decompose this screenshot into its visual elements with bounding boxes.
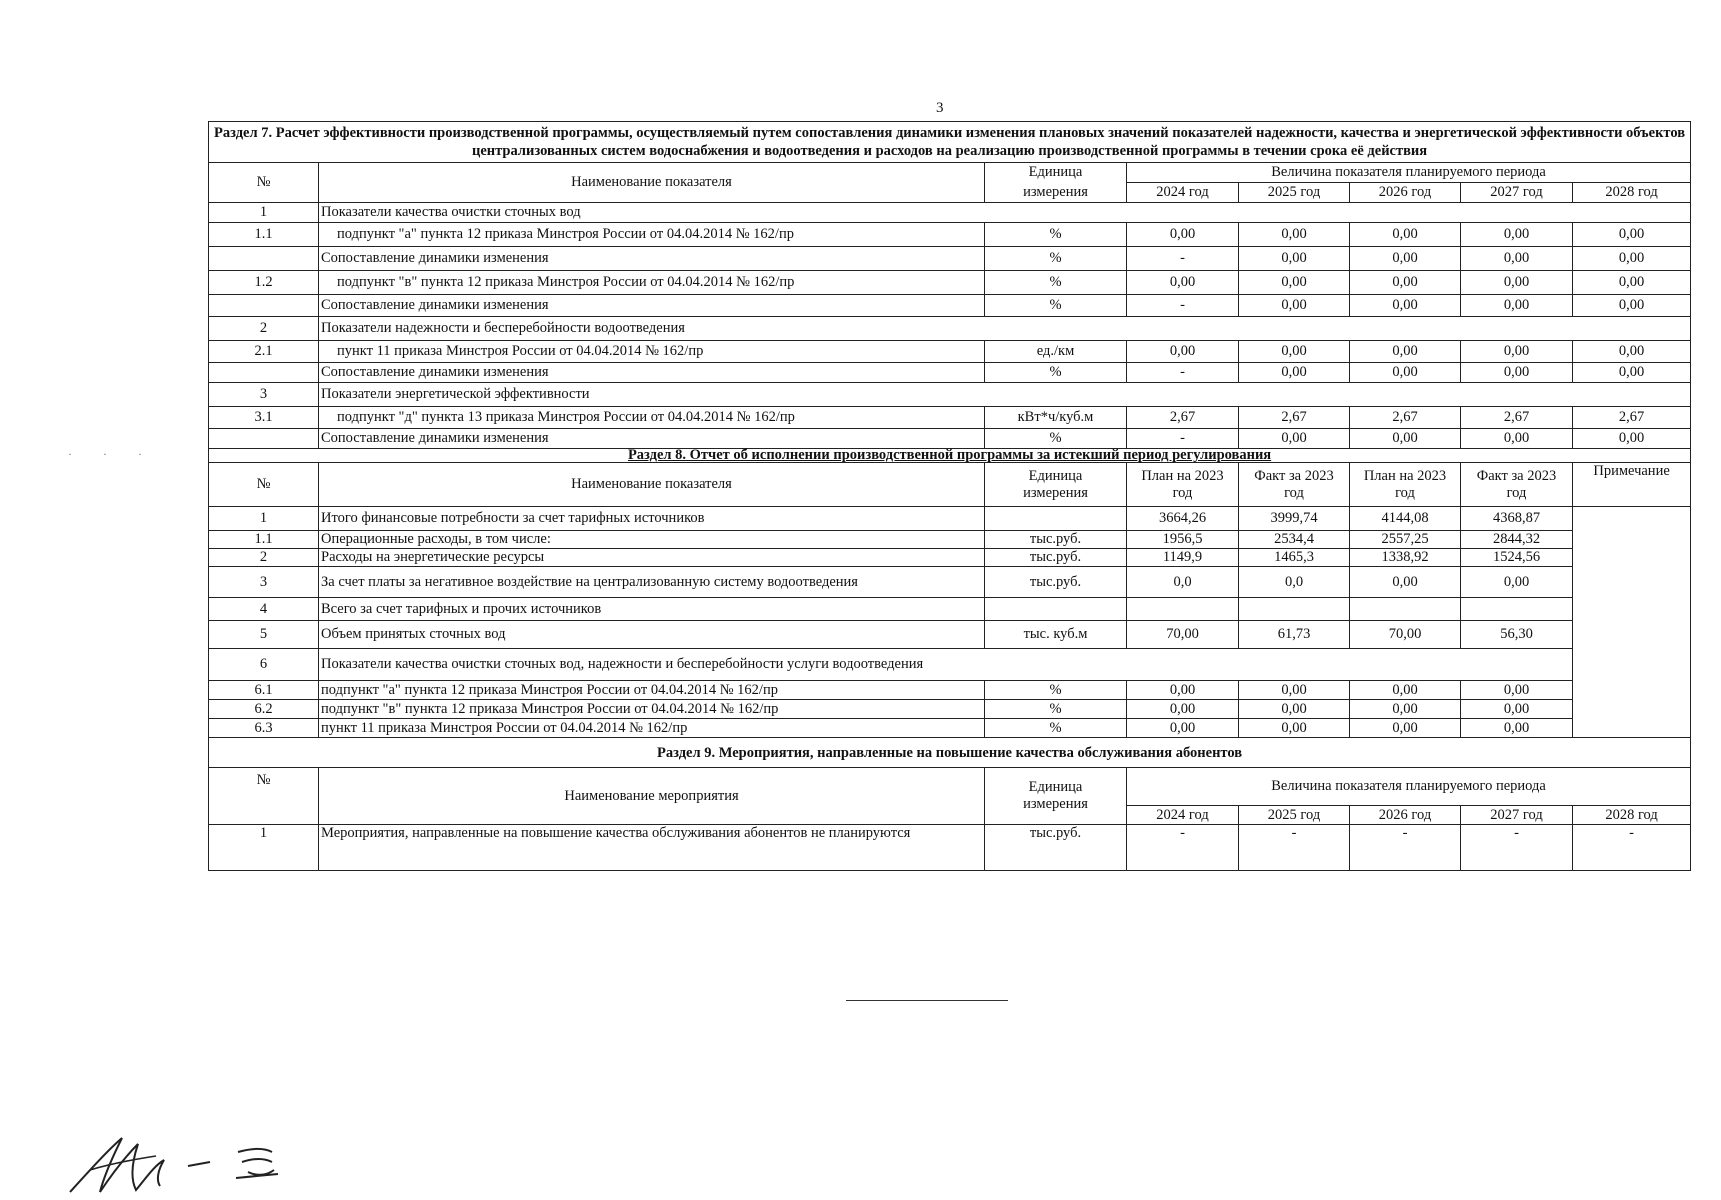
s8-num: 6.2 xyxy=(209,700,319,719)
s7-name: пункт 11 приказа Минстроя России от 04.04.2014 № 162/пр xyxy=(319,341,985,363)
s7-value: 0,00 xyxy=(1350,271,1461,295)
s8-header-fact-2: год xyxy=(1284,484,1304,501)
s7-name: Показатели надежности и бесперебойности водоотведения xyxy=(319,317,1691,341)
s7-value: - xyxy=(1127,247,1239,271)
s7-value: 0,00 xyxy=(1461,363,1573,383)
s8-value: 4368,87 xyxy=(1461,507,1573,531)
s8-value: 70,00 xyxy=(1127,621,1239,649)
s8-value: 0,00 xyxy=(1461,567,1573,598)
s7-num xyxy=(209,363,319,383)
s7-name: Сопоставление динамики изменения xyxy=(319,247,985,271)
s8-value: 0,00 xyxy=(1239,700,1350,719)
s7-header-unit-2: измерения xyxy=(985,183,1127,203)
s7-unit: % xyxy=(985,223,1127,247)
s8-name: подпункт "в" пункта 12 приказа Минстроя России от 04.04.2014 № 162/пр xyxy=(319,700,985,719)
s8-name: За счет платы за негативное воздействие на централизованную систему водоотведения xyxy=(319,567,985,598)
s7-name: Показатели качества очистки сточных вод xyxy=(319,203,1691,223)
s7-unit: % xyxy=(985,271,1127,295)
s7-value: 0,00 xyxy=(1239,363,1350,383)
s7-value: 0,00 xyxy=(1350,429,1461,449)
s8-value: 1956,5 xyxy=(1127,531,1239,549)
s8-row xyxy=(209,700,1691,719)
s8-value xyxy=(1461,598,1573,621)
s7-num: 2 xyxy=(209,317,319,341)
s8-value: 0,0 xyxy=(1127,567,1239,598)
s8-row xyxy=(209,681,1691,700)
s8-value xyxy=(1127,598,1239,621)
s7-num: 1.1 xyxy=(209,223,319,247)
s8-header-name: Наименование показателя xyxy=(319,463,985,507)
s8-value: 61,73 xyxy=(1239,621,1350,649)
s9-unit: тыс.руб. xyxy=(985,825,1127,871)
s9-row xyxy=(209,825,1691,871)
s7-value: 0,00 xyxy=(1350,341,1461,363)
s7-row xyxy=(209,429,1691,449)
s9-header-period: Величина показателя планируемого периода xyxy=(1127,768,1691,806)
s7-row xyxy=(209,341,1691,363)
s7-value: 2,67 xyxy=(1573,407,1691,429)
s8-header-fact-1: Факт за 2023 xyxy=(1254,467,1334,484)
s8-value: 0,00 xyxy=(1239,681,1350,700)
s8-unit: % xyxy=(985,681,1127,700)
s8-value: 0,00 xyxy=(1461,681,1573,700)
s7-num: 1.2 xyxy=(209,271,319,295)
s8-name: подпункт "а" пункта 12 приказа Минстроя России от 04.04.2014 № 162/пр xyxy=(319,681,985,700)
s7-value: 0,00 xyxy=(1127,223,1239,247)
s9-header-year: 2025 год xyxy=(1239,806,1350,825)
s9-num: 1 xyxy=(209,825,319,871)
s7-value: 2,67 xyxy=(1127,407,1239,429)
s8-header-fact-1: Факт за 2023 xyxy=(1476,467,1557,484)
s8-value: 2534,4 xyxy=(1239,531,1350,549)
s8-row xyxy=(209,621,1691,649)
s9-value: - xyxy=(1239,825,1350,871)
s7-header-year: 2026 год xyxy=(1350,183,1461,203)
s9-header-year: 2028 год xyxy=(1573,806,1691,825)
s7-header-unit-1: Единица xyxy=(985,163,1127,183)
s9-header-unit xyxy=(985,768,1127,825)
s9-value: - xyxy=(1461,825,1573,871)
s8-header-unit xyxy=(985,463,1127,507)
s8-num: 6 xyxy=(209,649,319,681)
s7-value: 2,67 xyxy=(1461,407,1573,429)
s8-header-fact xyxy=(1239,463,1350,507)
s7-value: 0,00 xyxy=(1573,247,1691,271)
s7-name: Сопоставление динамики изменения xyxy=(319,295,985,317)
s7-value: 2,67 xyxy=(1239,407,1350,429)
s7-row xyxy=(209,407,1691,429)
s7-value: 0,00 xyxy=(1461,271,1573,295)
s8-name: Объем принятых сточных вод xyxy=(319,621,985,649)
s9-header-year: 2024 год xyxy=(1127,806,1239,825)
s7-value: 0,00 xyxy=(1239,429,1350,449)
s8-value: 1149,9 xyxy=(1127,549,1239,567)
s8-header-fact-2: год xyxy=(1506,484,1527,501)
s7-unit: кВт*ч/куб.м xyxy=(985,407,1127,429)
s9-header-year: 2027 год xyxy=(1461,806,1573,825)
s8-name: Показатели качества очистки сточных вод, надежности и бесперебойности услуги водоотведения xyxy=(319,649,1573,681)
s9-header-num: № xyxy=(209,768,319,825)
s7-value: 0,00 xyxy=(1127,271,1239,295)
page-number: 3 xyxy=(936,100,944,116)
s8-num: 6.1 xyxy=(209,681,319,700)
s7-num xyxy=(209,247,319,271)
s7-unit: % xyxy=(985,429,1127,449)
s7-header-num: № xyxy=(209,163,319,203)
s7-row xyxy=(209,271,1691,295)
s7-value: 0,00 xyxy=(1573,271,1691,295)
s8-num: 1.1 xyxy=(209,531,319,549)
s7-group-row xyxy=(209,203,1691,223)
s8-name: Операционные расходы, в том числе: xyxy=(319,531,985,549)
s7-name: подпункт "в" пункта 12 приказа Минстроя России от 04.04.2014 № 162/пр xyxy=(319,271,985,295)
s7-row xyxy=(209,363,1691,383)
s8-row xyxy=(209,598,1691,621)
s7-value: 0,00 xyxy=(1239,247,1350,271)
s7-row xyxy=(209,295,1691,317)
s8-value: 2557,25 xyxy=(1350,531,1461,549)
s8-row xyxy=(209,507,1691,531)
s8-header-note: Примечание xyxy=(1573,463,1691,507)
report-table xyxy=(208,121,1691,871)
margin-marks: · · · xyxy=(68,447,156,461)
s7-row xyxy=(209,223,1691,247)
s7-unit: % xyxy=(985,295,1127,317)
s8-value xyxy=(1239,598,1350,621)
s8-header-plan xyxy=(1350,463,1461,507)
s8-value: 0,00 xyxy=(1127,681,1239,700)
s7-num: 2.1 xyxy=(209,341,319,363)
s9-value: - xyxy=(1350,825,1461,871)
s9-name: Мероприятия, направленные на повышение качества обслуживания абонентов не планируются xyxy=(319,825,985,871)
s8-header-plan xyxy=(1127,463,1239,507)
s8-value: 3999,74 xyxy=(1239,507,1350,531)
s8-header-fact xyxy=(1461,463,1573,507)
s8-value: 0,00 xyxy=(1350,681,1461,700)
s7-value: 0,00 xyxy=(1573,429,1691,449)
s9-header-unit-2: измерения xyxy=(1023,796,1088,812)
s7-value: 0,00 xyxy=(1461,295,1573,317)
s8-header-plan-1: План на 2023 xyxy=(1363,467,1447,484)
s7-value: 0,00 xyxy=(1239,295,1350,317)
s8-value: 2844,32 xyxy=(1461,531,1573,549)
s8-value: 1465,3 xyxy=(1239,549,1350,567)
s8-value: 1338,92 xyxy=(1350,549,1461,567)
s8-num: 1 xyxy=(209,507,319,531)
s7-value: 0,00 xyxy=(1350,295,1461,317)
s8-unit: тыс.руб. xyxy=(985,531,1127,549)
s8-name: Итого финансовые потребности за счет тарифных источников xyxy=(319,507,985,531)
s8-unit: % xyxy=(985,700,1127,719)
s7-name: подпункт "д" пункта 13 приказа Минстроя России от 04.04.2014 № 162/пр xyxy=(319,407,985,429)
s8-unit xyxy=(985,507,1127,531)
s7-value: 0,00 xyxy=(1127,341,1239,363)
section7-title: Раздел 7. Расчет эффективности производственной программы, осуществляемый путем сопоставления динамики изменения плановых значений показателей надежности, качества и энергетической эффективности объектов централизованных систем водоснабжения и водоотведения и расходов на реализацию производственной программы в течении срока её действия xyxy=(209,122,1691,163)
s8-value xyxy=(1350,598,1461,621)
s7-group-row xyxy=(209,383,1691,407)
s8-value: 70,00 xyxy=(1350,621,1461,649)
s7-name: Сопоставление динамики изменения xyxy=(319,429,985,449)
s8-row xyxy=(209,567,1691,598)
s8-header-plan-1: План на 2023 xyxy=(1141,467,1224,484)
s9-header-name: Наименование мероприятия xyxy=(319,768,985,825)
s8-row xyxy=(209,549,1691,567)
s8-value: 1524,56 xyxy=(1461,549,1573,567)
s7-header-name: Наименование показателя xyxy=(319,163,985,203)
s7-group-row xyxy=(209,317,1691,341)
s7-num: 1 xyxy=(209,203,319,223)
s7-value: 0,00 xyxy=(1573,363,1691,383)
s7-unit: ед./км xyxy=(985,341,1127,363)
s7-value: 0,00 xyxy=(1350,363,1461,383)
s8-value: 0,00 xyxy=(1127,700,1239,719)
s8-name: пункт 11 приказа Минстроя России от 04.04.2014 № 162/пр xyxy=(319,719,985,738)
s7-value: 0,00 xyxy=(1239,223,1350,247)
s7-value: 0,00 xyxy=(1461,341,1573,363)
s8-num: 3 xyxy=(209,567,319,598)
s8-num: 5 xyxy=(209,621,319,649)
s7-value: 2,67 xyxy=(1350,407,1461,429)
s9-value: - xyxy=(1127,825,1239,871)
s7-value: 0,00 xyxy=(1350,247,1461,271)
s9-header-unit-1: Единица xyxy=(1028,779,1083,795)
s7-header-year: 2028 год xyxy=(1573,183,1691,203)
s7-value: 0,00 xyxy=(1573,223,1691,247)
section8-title: Раздел 8. Отчет об исполнении производственной программы за истекший период регулирования xyxy=(209,449,1691,463)
s8-value: 0,00 xyxy=(1350,719,1461,738)
s8-num: 6.3 xyxy=(209,719,319,738)
s8-unit: тыс. куб.м xyxy=(985,621,1127,649)
s8-unit: тыс.руб. xyxy=(985,549,1127,567)
s7-header-year: 2024 год xyxy=(1127,183,1239,203)
s7-header-year: 2027 год xyxy=(1461,183,1573,203)
s7-value: 0,00 xyxy=(1350,223,1461,247)
section9-title: Раздел 9. Мероприятия, направленные на повышение качества обслуживания абонентов xyxy=(209,738,1691,768)
s7-value: - xyxy=(1127,363,1239,383)
s8-row xyxy=(209,719,1691,738)
s8-value: 0,0 xyxy=(1239,567,1350,598)
s7-name: Показатели энергетической эффективности xyxy=(319,383,1691,407)
s8-header-unit-2: измерения xyxy=(1023,484,1088,501)
s7-num xyxy=(209,295,319,317)
s8-value: 4144,08 xyxy=(1350,507,1461,531)
s8-value: 0,00 xyxy=(1461,719,1573,738)
s7-value: 0,00 xyxy=(1573,341,1691,363)
s7-value: 0,00 xyxy=(1461,247,1573,271)
s7-num xyxy=(209,429,319,449)
s7-value: 0,00 xyxy=(1239,341,1350,363)
s8-unit xyxy=(985,598,1127,621)
s7-name: подпункт "а" пункта 12 приказа Минстроя России от 04.04.2014 № 162/пр xyxy=(319,223,985,247)
s7-value: 0,00 xyxy=(1239,271,1350,295)
s8-header-plan-2: год xyxy=(1395,484,1415,501)
s8-header-num: № xyxy=(209,463,319,507)
s8-value: 0,00 xyxy=(1127,719,1239,738)
s8-value: 56,30 xyxy=(1461,621,1573,649)
s9-header-year: 2026 год xyxy=(1350,806,1461,825)
s8-note-cell xyxy=(1573,507,1691,738)
s7-header-year: 2025 год xyxy=(1239,183,1350,203)
s7-row xyxy=(209,247,1691,271)
s8-value: 0,00 xyxy=(1350,567,1461,598)
s7-value: 0,00 xyxy=(1573,295,1691,317)
closing-rule xyxy=(846,1000,1008,1001)
s8-num: 2 xyxy=(209,549,319,567)
s8-num: 4 xyxy=(209,598,319,621)
s7-unit: % xyxy=(985,247,1127,271)
s8-value: 0,00 xyxy=(1350,700,1461,719)
handwritten-signature xyxy=(60,1130,320,1200)
s8-unit: % xyxy=(985,719,1127,738)
s7-value: 0,00 xyxy=(1461,223,1573,247)
s7-num: 3 xyxy=(209,383,319,407)
s9-value: - xyxy=(1573,825,1691,871)
s7-value: - xyxy=(1127,429,1239,449)
s8-header-unit-1: Единица xyxy=(1028,467,1083,484)
s7-header-period: Величина показателя планируемого периода xyxy=(1127,163,1691,183)
s8-value: 0,00 xyxy=(1461,700,1573,719)
s8-row xyxy=(209,531,1691,549)
s7-value: 0,00 xyxy=(1461,429,1573,449)
s8-header-plan-2: год xyxy=(1172,484,1193,501)
s8-group-row xyxy=(209,649,1691,681)
s8-value: 0,00 xyxy=(1239,719,1350,738)
s8-unit: тыс.руб. xyxy=(985,567,1127,598)
s7-value: - xyxy=(1127,295,1239,317)
s8-name: Всего за счет тарифных и прочих источников xyxy=(319,598,985,621)
s8-name: Расходы на энергетические ресурсы xyxy=(319,549,985,567)
s8-value: 3664,26 xyxy=(1127,507,1239,531)
s7-unit: % xyxy=(985,363,1127,383)
s7-num: 3.1 xyxy=(209,407,319,429)
s7-name: Сопоставление динамики изменения xyxy=(319,363,985,383)
